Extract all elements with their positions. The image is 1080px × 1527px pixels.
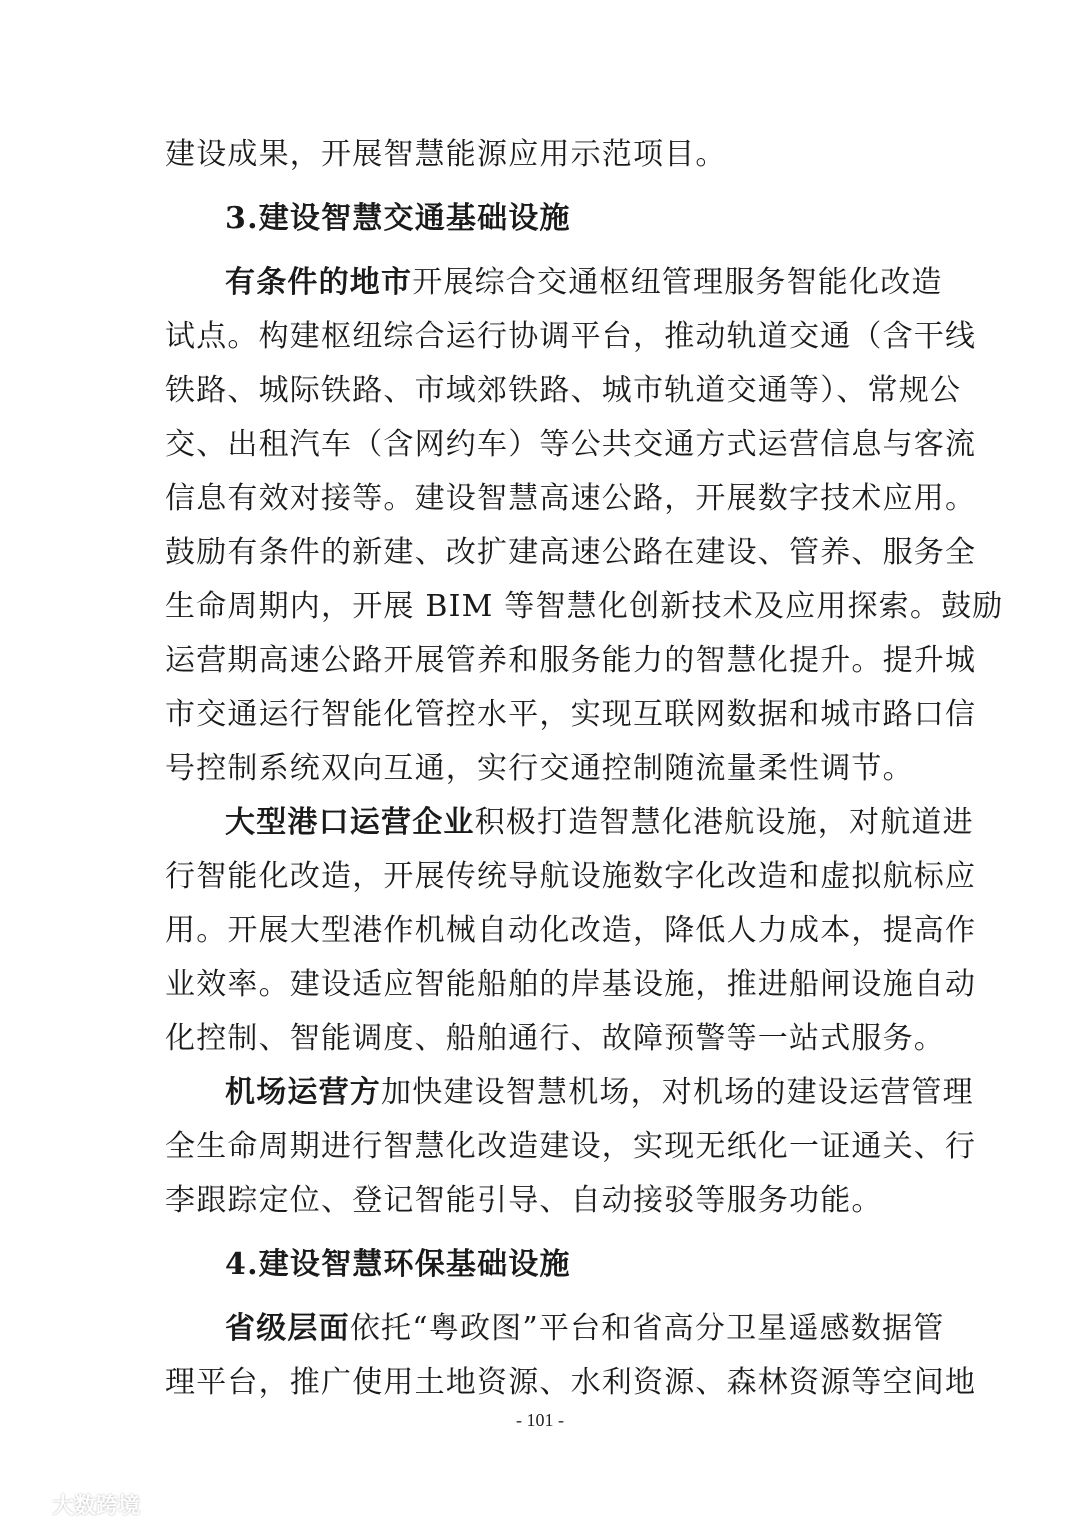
text-line: 业效率。建设适应智能船舶的岸基设施，推进船闸设施自动 bbox=[165, 967, 977, 1002]
text-run: 依托“粤政图”平台和省高分卫星遥感数据管 bbox=[349, 1311, 945, 1346]
text-line: 鼓励有条件的新建、改扩建高速公路在建设、管养、服务全 bbox=[165, 535, 977, 570]
bold-lead: 有条件的地市 bbox=[225, 265, 413, 300]
watermark-logo-icon bbox=[6, 1490, 46, 1518]
paragraph-first-line bbox=[165, 1302, 945, 1356]
text-line: 行智能化改造，开展传统导航设施数字化改造和虚拟航标应 bbox=[165, 859, 977, 894]
watermark-text: 大数跨境 bbox=[52, 1493, 141, 1519]
text-line: 市交通运行智能化管控水平，实现互联网数据和城市路口信 bbox=[165, 697, 977, 732]
text-line: 号控制系统双向互通，实行交通控制随流量柔性调节。 bbox=[165, 751, 914, 786]
text-line: 理平台，推广使用土地资源、水利资源、森林资源等空间地 bbox=[165, 1365, 977, 1400]
section-heading: 3.建设智慧交通基础设施 bbox=[225, 201, 571, 236]
text-line: 李跟踪定位、登记智能引导、自动接驳等服务功能。 bbox=[165, 1183, 883, 1218]
document-body bbox=[165, 128, 1004, 1410]
section-heading: 4.建设智慧环保基础设施 bbox=[225, 1247, 571, 1282]
text-run: 加快建设智慧机场，对机场的建设运营管理 bbox=[381, 1075, 974, 1110]
text-line: 交、出租汽车（含网约车）等公共交通方式运营信息与客流 bbox=[165, 427, 977, 462]
bold-lead: 省级层面 bbox=[225, 1311, 350, 1346]
text-line: 信息有效对接等。建设智慧高速公路，开展数字技术应用。 bbox=[165, 481, 977, 516]
page-number: - 101 - bbox=[516, 1410, 564, 1430]
text-line: 铁路、城际铁路、市域郊铁路、城市轨道交通等）、常规公 bbox=[165, 373, 962, 408]
text-line: 试点。构建枢纽综合运行协调平台，推动轨道交通（含干线 bbox=[165, 319, 977, 354]
text-line: 化控制、智能调度、船舶通行、故障预警等一站式服务。 bbox=[165, 1021, 945, 1056]
paragraph-first-line bbox=[165, 796, 974, 850]
text-line: 建设成果，开展智慧能源应用示范项目。 bbox=[165, 137, 727, 172]
text-line: 生命周期内，开展 BIM 等智慧化创新技术及应用探索。鼓励 bbox=[165, 589, 1004, 624]
text-line: 运营期高速公路开展管养和服务能力的智慧化提升。提升城 bbox=[165, 643, 977, 678]
bold-lead: 机场运营方 bbox=[225, 1075, 381, 1110]
bold-lead: 大型港口运营企业 bbox=[225, 805, 475, 840]
watermark bbox=[6, 1487, 140, 1521]
text-line: 全生命周期进行智慧化改造建设，实现无纸化一证通关、行 bbox=[165, 1129, 977, 1164]
paragraph-first-line bbox=[165, 256, 943, 310]
text-run: 积极打造智慧化港航设施，对航道进 bbox=[474, 805, 974, 840]
paragraph-first-line bbox=[165, 1066, 974, 1120]
text-line: 用。开展大型港作机械自动化改造，降低人力成本，提高作 bbox=[165, 913, 977, 948]
text-run: 开展综合交通枢纽管理服务智能化改造 bbox=[412, 265, 943, 300]
